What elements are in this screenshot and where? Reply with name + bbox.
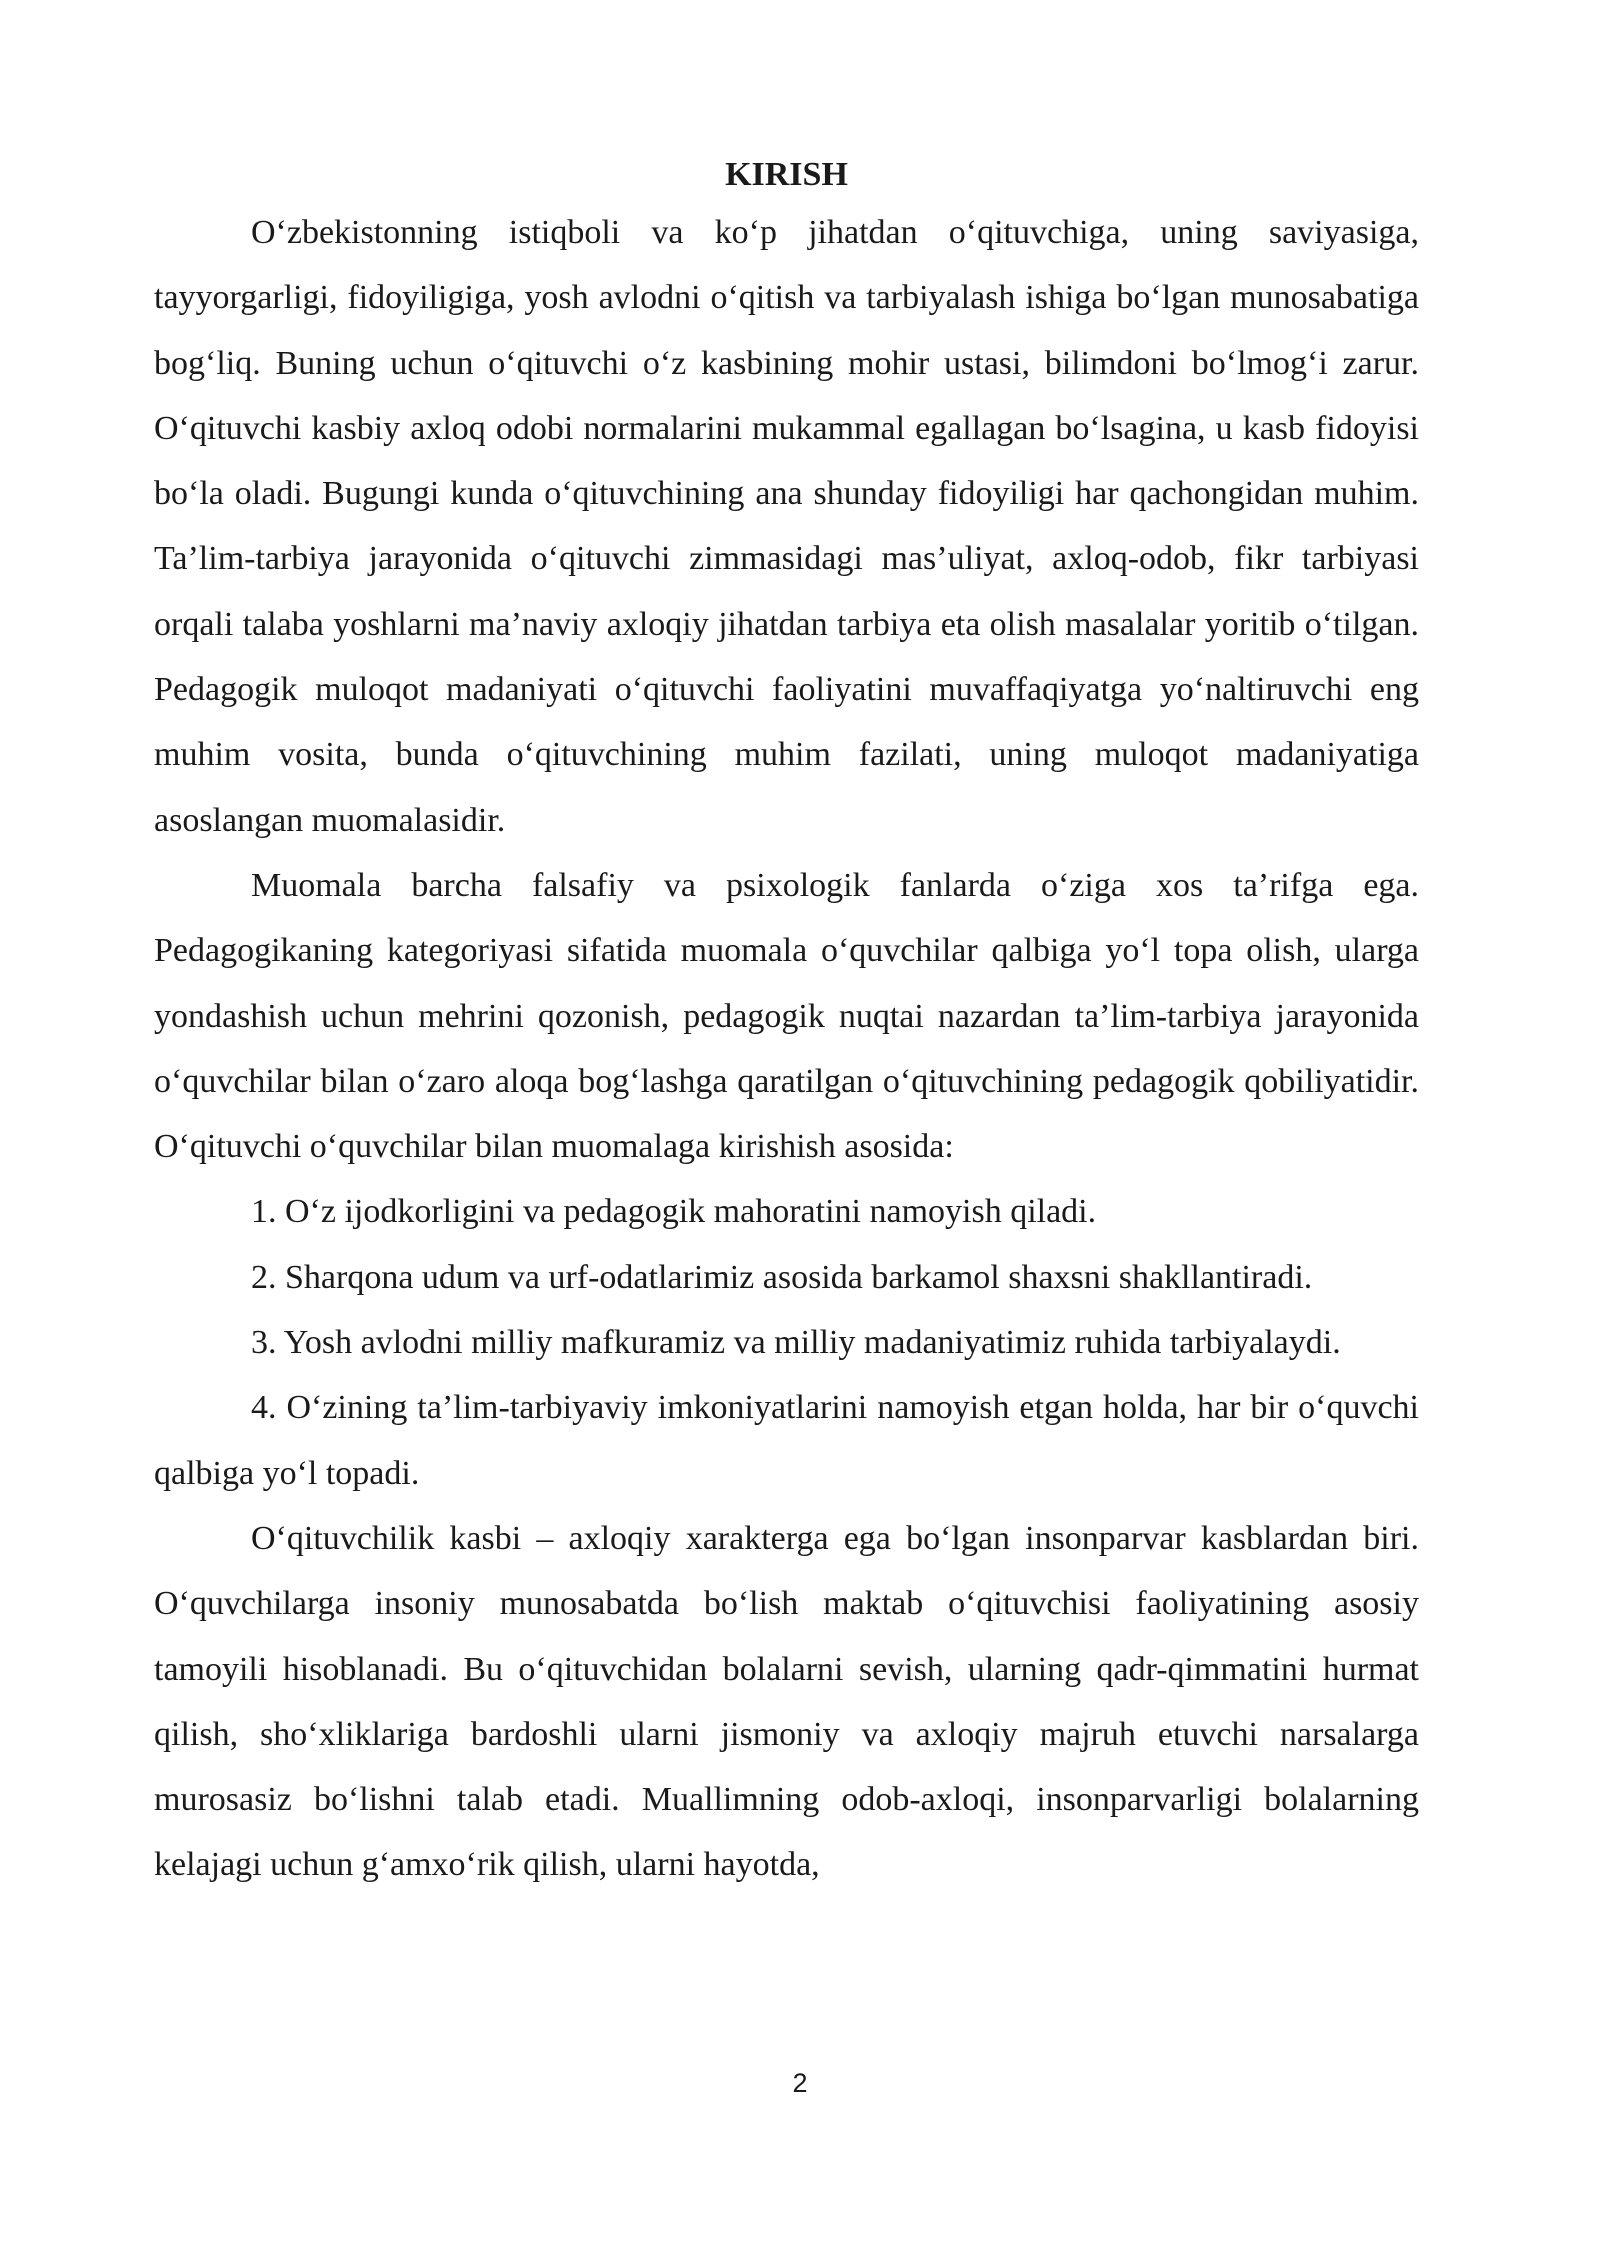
list-item-4: 4. O‘zining ta’lim-tarbiyaviy imkoniyatlarini namoyish etgan holda, har bir o‘quvchi qalbiga yo‘l topadi. [154,1389,1419,1492]
paragraph-intro: O‘zbekistonning istiqboli va ko‘p jihatdan o‘qituvchiga, uning saviyasiga, tayyorgarligi, fidoyiligiga, yosh avlodni o‘qitish va tarbiyalash ishiga bo‘lgan munosabatiga bog‘liq. Buning uchun o‘qituvchi o‘z kasbining mohir ustasi, bilimdoni bo‘lmog‘i zarur. O‘qituvchi kasbiy axloq odobi normalarini mukammal egallagan bo‘lsagina, u kasb fidoyisi bo‘la oladi. Bugungi kunda o‘qituvchining ana shunday fidoyiligi har qachongidan muhim. Ta’lim-tarbiya jarayonida o‘qituvchi zimmasidagi mas’uliyat, axloq-odob, fikr tarbiyasi orqali talaba yoshlarni ma’naviy axloqiy jihatdan tarbiya eta olish masalalar yoritib o‘tilgan. Pedagogik muloqot madaniyati o‘qituvchi faoliyatini muvaffaqiyatga yo‘naltiruvchi eng muhim vosita, bunda o‘qituvchining muhim fazilati, uning muloqot madaniyatiga asoslangan muomalasidir. [154,214,1419,839]
document-body [154,150,1419,1898]
list-item-2: 2. Sharqona udum va urf-odatlarimiz asosida barkamol shaxsni shakllantiradi. [251,1258,1313,1296]
section-heading: KIRISH [725,156,848,193]
paragraph-kasb: O‘qituvchilik kasbi – axloqiy xarakterga ega bo‘lgan insonparvar kasblardan biri. O‘quvchilarga insoniy munosabatda bo‘lish maktab o‘qituvchisi faoliyatining asosiy tamoyili hisoblanadi. Bu o‘qituvchidan bolalarni sevish, ularning qadr-qimmatini hurmat qilish, sho‘xliklariga bardoshli ularni jismoniy va axloqiy majruh etuvchi narsalarga murosasiz bo‘lishni talab etadi. Muallimning odob-axloqi, insonparvarligi bolalarning kelajagi uchun g‘amxo‘rik qilish, ularni hayotda, [154,1519,1419,1884]
list-item-3: 3. Yosh avlodni milliy mafkuramiz va milliy madaniyatimiz ruhida tarbiyalaydi. [251,1324,1341,1362]
page-number: 2 [792,2068,808,2098]
paragraph-muomala: Muomala barcha falsafiy va psixologik fanlarda o‘ziga xos ta’rifga ega. Pedagogikaning kategoriyasi sifatida muomala o‘quvchilar qalbiga yo‘l topa olish, ularga yondashish uchun mehrini qozonish, pedagogik nuqtai nazardan ta’lim-tarbiya jarayonida o‘quvchilar bilan o‘zaro aloqa bog‘lashga qaratilgan o‘qituvchining pedagogik qobiliyatidir. O‘qituvchi o‘quvchilar bilan muomalaga kirishish asosida: [154,866,1419,1166]
list-item-1: 1. O‘z ijodkorligini va pedagogik mahoratini namoyish qiladi. [251,1193,1097,1231]
